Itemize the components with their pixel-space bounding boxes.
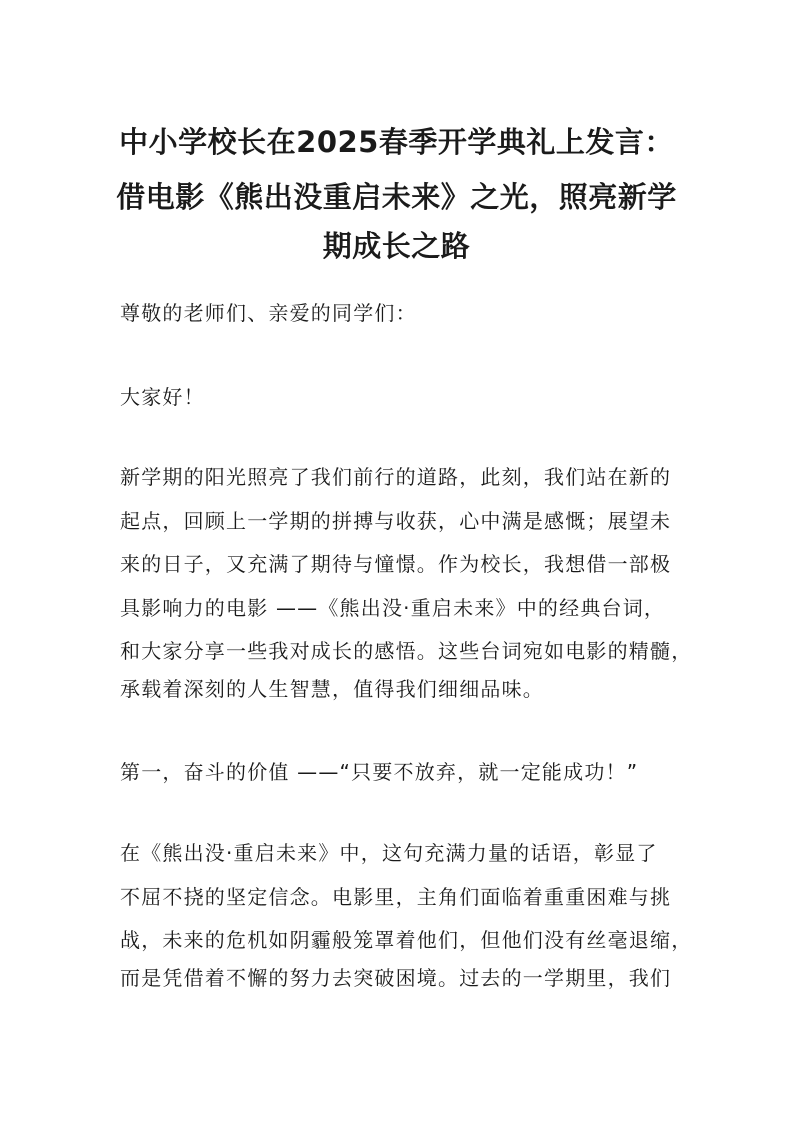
paragraph-line: 新学期的阳光照亮了我们前行的道路，此刻，我们站在新的 <box>120 465 672 489</box>
section-heading: 第一，奋斗的价值 ——“只要不放弃，就一定能成功！” <box>120 760 639 784</box>
title-line-2: 借电影《熊出没重启未来》之光，照亮新学 <box>116 180 677 214</box>
title-line-3: 期成长之路 <box>322 229 471 263</box>
paragraph-line: 在《熊出没·重启未来》中，这句充满力量的话语，彰显了 <box>120 841 658 865</box>
paragraph-line: 来的日子，又充满了期待与憧憬。作为校长，我想借一部极 <box>120 552 672 576</box>
salutation: 尊敬的老师们、亲爱的同学们： <box>120 301 417 325</box>
paragraph-line: 起点，回顾上一学期的拼搏与收获，心中满是感慨；展望未 <box>120 509 672 533</box>
title-line-1: 中小学校长在2025春季开学典礼上发言： <box>119 125 674 159</box>
paragraph-line: 战，未来的危机如阴霾般笼罩着他们，但他们没有丝毫退缩， <box>120 928 693 952</box>
paragraph-line: 而是凭借着不懈的努力去突破困境。过去的一学期里，我们 <box>120 966 672 990</box>
paragraph-line: 具影响力的电影 ——《熊出没·重启未来》中的经典台词， <box>120 596 666 620</box>
greeting: 大家好！ <box>120 385 205 409</box>
paragraph-line: 承载着深刻的人生智慧，值得我们细细品味。 <box>120 677 544 701</box>
paragraph-line: 和大家分享一些我对成长的感悟。这些台词宛如电影的精髓， <box>120 639 693 663</box>
paragraph-line: 不屈不挠的坚定信念。电影里，主角们面临着重重困难与挑 <box>120 885 672 909</box>
